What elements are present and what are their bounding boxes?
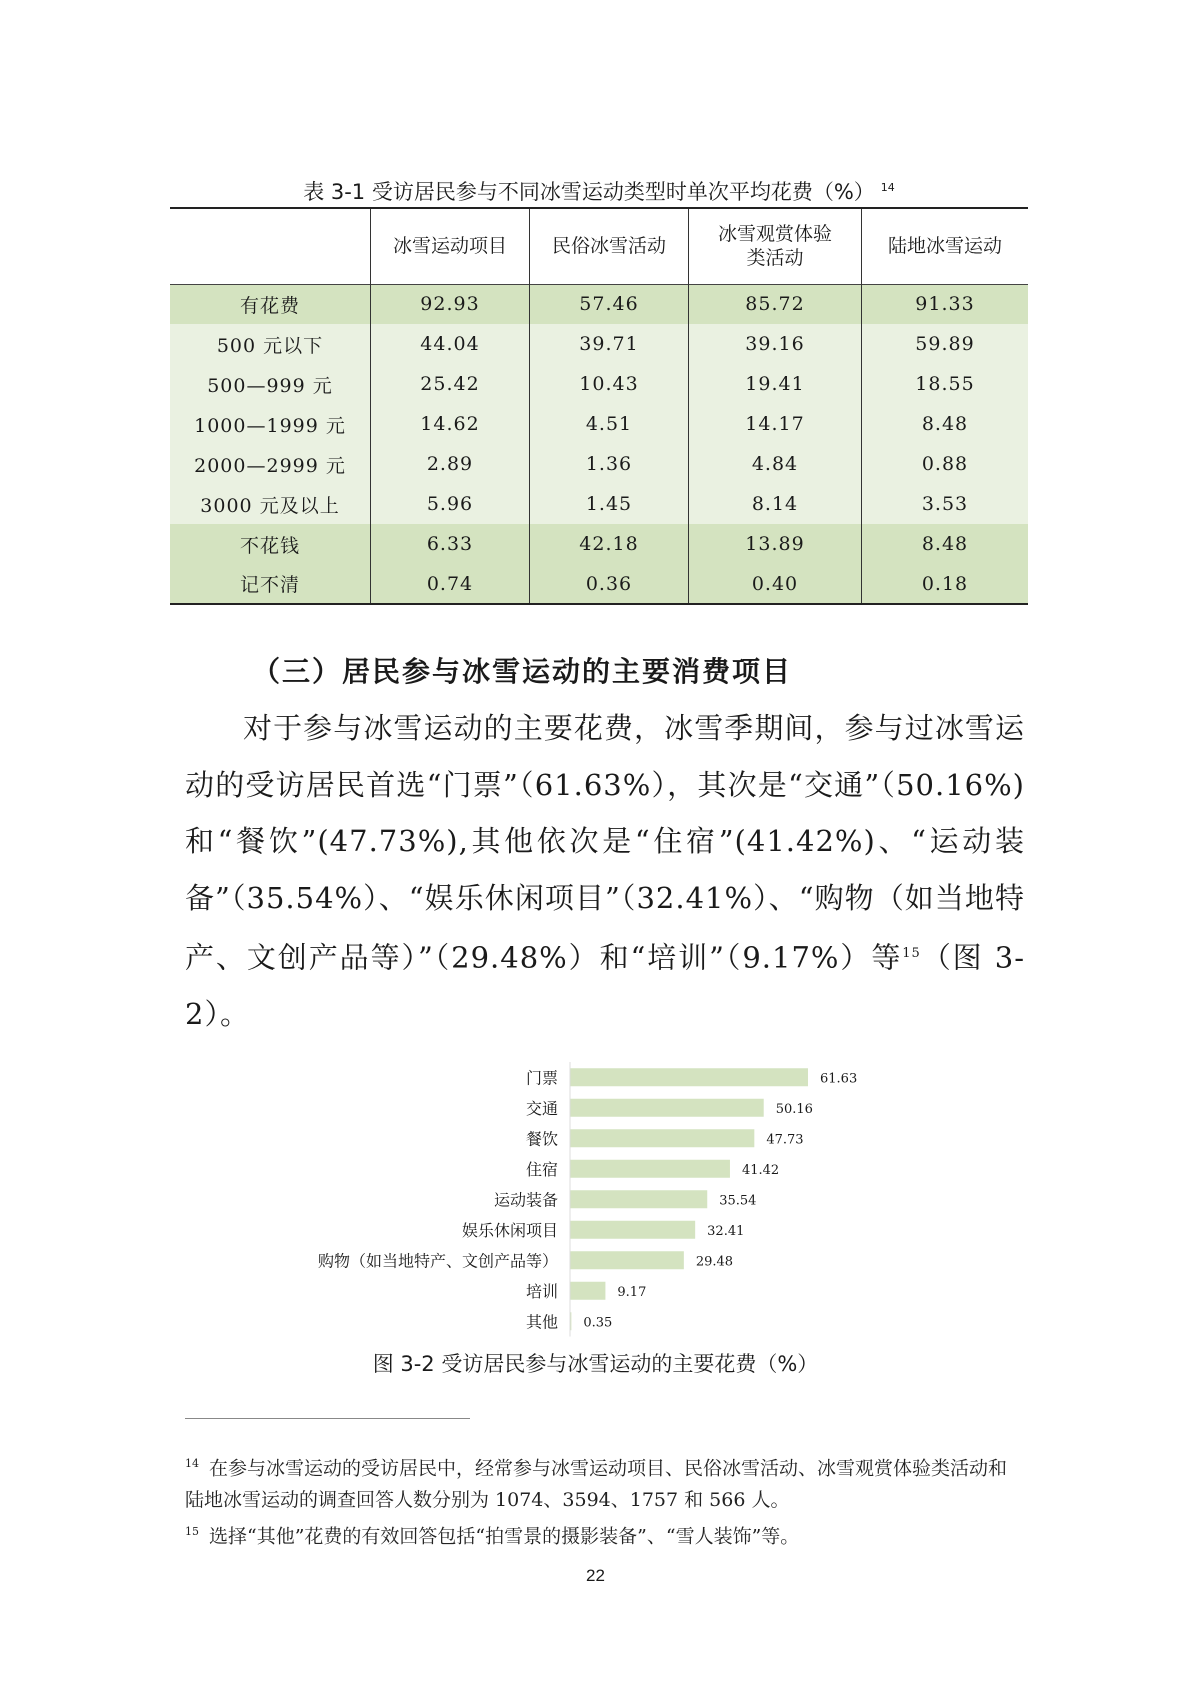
- table-cell: 6.33: [371, 524, 530, 564]
- table-cell: 14.62: [371, 404, 530, 444]
- chart-value-label: 9.17: [617, 1284, 647, 1300]
- table-cell: 85.72: [689, 284, 862, 324]
- header-col-1: 冰雪运动项目: [371, 208, 530, 284]
- table-cell: 57.46: [530, 284, 689, 324]
- table-cell: 4.84: [689, 444, 862, 484]
- header-col-3-line2: 类活动: [746, 247, 804, 270]
- row-label: 3000 元及以上: [200, 494, 340, 517]
- table-cell: 19.41: [689, 364, 862, 404]
- table-cell: 1.45: [530, 484, 689, 524]
- row-label: 500—999 元: [207, 374, 333, 397]
- header-col-3: [689, 208, 862, 284]
- table-cell: 39.71: [530, 324, 689, 364]
- chart-value-label: 29.48: [695, 1254, 734, 1270]
- table-row: [170, 444, 1028, 484]
- footnote-text: 在参与冰雪运动的受访居民中，经常参与冰雪运动项目、民俗冰雪活动、冰雪观赏体验类活动和陆地冰雪运动的调查回答人数分别为 1074、3594、1757 和 566 人。: [185, 1457, 1008, 1512]
- table-cell: 0.88: [862, 444, 1029, 484]
- table-cell: 25.42: [371, 364, 530, 404]
- table-cell: 1.36: [530, 444, 689, 484]
- table-row: [170, 564, 1028, 604]
- page-number: 22: [586, 1566, 605, 1585]
- chart-bar: [570, 1160, 730, 1178]
- table-row: [170, 524, 1028, 564]
- chart-bar: [570, 1129, 754, 1147]
- paragraph-tail: （图 3-2）。: [185, 940, 1025, 1032]
- table-cell: 91.33: [862, 284, 1029, 324]
- chart-value-label: 61.63: [820, 1071, 858, 1087]
- table-cell: 14.17: [689, 404, 862, 444]
- chart-value-label: 35.54: [719, 1193, 757, 1209]
- footnote-ref-15: 15: [902, 946, 921, 961]
- chart-value-label: 41.42: [741, 1162, 780, 1178]
- footnote-ref-14: 14: [880, 181, 895, 194]
- header-col-3-line1: 冰雪观赏体验: [717, 223, 832, 246]
- chart-bar: [570, 1221, 695, 1239]
- table-cell: 44.04: [371, 324, 530, 364]
- table-cell: 59.89: [862, 324, 1029, 364]
- header-col-2: 民俗冰雪活动: [530, 208, 689, 284]
- chart-category-label: 购物（如当地特产、文创产品等）: [317, 1251, 558, 1271]
- table-cell: 8.48: [862, 404, 1029, 444]
- footnote-divider: [185, 1418, 470, 1419]
- row-label: 1000—1999 元: [194, 414, 346, 437]
- table-cell: 8.14: [689, 484, 862, 524]
- chart-bar: [570, 1282, 605, 1300]
- table-row: [170, 484, 1028, 524]
- spending-table: [170, 207, 1028, 605]
- table-cell: 92.93: [371, 284, 530, 324]
- paragraph-text: 对于参与冰雪运动的主要花费，冰雪季期间，参与过冰雪运动的受访居民首选“门票”（61.63%），其次是“交通”（50.16%)和“餐饮”(47.73%),其他依次是“住宿”(41.42%)、“运动装备”（35.54%）、“娱乐休闲项目”（32.41%）、“购物（如当地特产、文创产品等）”（29.48%）和“培训”（9.17%）等: [185, 711, 1025, 975]
- table-cell: 0.74: [371, 564, 530, 604]
- table-caption: [170, 176, 1028, 206]
- table-row: [170, 404, 1028, 444]
- section-heading: （三）居民参与冰雪运动的主要消费项目: [252, 655, 793, 688]
- row-label: 记不清: [239, 574, 300, 596]
- chart-category-label: 其他: [525, 1312, 558, 1332]
- chart-value-label: 50.16: [775, 1101, 813, 1117]
- chart-category-label: 住宿: [525, 1159, 558, 1179]
- table-cell: 0.40: [689, 564, 862, 604]
- chart-value-label: 47.73: [766, 1132, 804, 1148]
- chart-bar: [570, 1099, 764, 1117]
- table-cell: 0.18: [862, 564, 1029, 604]
- table-cell: 2.89: [371, 444, 530, 484]
- table-cell: 42.18: [530, 524, 689, 564]
- table-cell: 10.43: [530, 364, 689, 404]
- table-cell: 0.36: [530, 564, 689, 604]
- row-label: 不花钱: [239, 534, 300, 557]
- table-header-row: [170, 208, 1028, 284]
- spending-bar-chart: [0, 1058, 1191, 1338]
- chart-value-label: 32.41: [707, 1223, 745, 1239]
- footnote-mark: 14: [185, 1457, 199, 1470]
- chart-category-label: 交通: [525, 1098, 558, 1118]
- row-label: 2000—2999 元: [194, 454, 346, 477]
- chart-value-label: 0.35: [583, 1315, 613, 1331]
- table-cell: 39.16: [689, 324, 862, 364]
- table-cell: 18.55: [862, 364, 1029, 404]
- table-cell: 4.51: [530, 404, 689, 444]
- chart-bar: [570, 1190, 707, 1208]
- table-cell: 5.96: [371, 484, 530, 524]
- table-cell: 8.48: [862, 524, 1029, 564]
- row-label: 有花费: [239, 294, 300, 317]
- footnote-mark: 15: [185, 1525, 199, 1539]
- chart-bar: [570, 1251, 684, 1269]
- body-paragraph: [185, 700, 1025, 1043]
- chart-category-label: 餐饮: [525, 1129, 558, 1149]
- table-row: [170, 364, 1028, 404]
- table-caption-text: 表 3-1 受访居民参与不同冰雪运动类型时单次平均花费（%）: [303, 180, 875, 204]
- header-empty: [170, 208, 371, 284]
- header-col-4: 陆地冰雪运动: [862, 208, 1029, 284]
- chart-category-label: 培训: [525, 1281, 558, 1301]
- row-label: 500 元以下: [216, 334, 324, 357]
- table-row: [170, 324, 1028, 364]
- chart-category-label: 运动装备: [493, 1190, 558, 1210]
- footnote-15: [185, 1516, 1020, 1552]
- table-cell: 13.89: [689, 524, 862, 564]
- table-cell: 3.53: [862, 484, 1029, 524]
- chart-bar: [570, 1068, 808, 1086]
- chart-category-label: 娱乐休闲项目: [461, 1220, 558, 1240]
- footnote-text: 选择“其他”花费的有效回答包括“拍雪景的摄影装备”、“雪人装饰”等。: [209, 1525, 800, 1548]
- footnote-14: [185, 1448, 1020, 1516]
- figure-caption: 图 3-2 受访居民参与冰雪运动的主要花费（%）: [372, 1352, 819, 1376]
- chart-category-label: 门票: [525, 1068, 558, 1088]
- footnotes: [185, 1448, 1020, 1553]
- table-row: [170, 284, 1028, 324]
